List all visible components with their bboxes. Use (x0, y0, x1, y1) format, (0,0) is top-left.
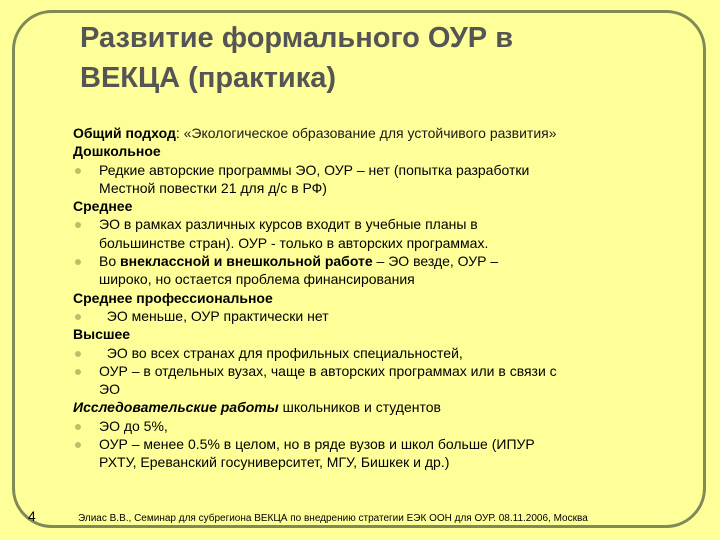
list-item (73, 344, 683, 362)
list-item (73, 252, 683, 289)
section-heading-secondary: Среднее (73, 198, 133, 215)
bullet-icon (75, 369, 81, 375)
section-heading-research (73, 398, 683, 416)
list-item (73, 362, 683, 399)
bullet-icon (75, 424, 81, 430)
list-item (73, 215, 683, 252)
bullet-text-cont: РХТУ, Ереванский госуниверситет, МГУ, Бишкек и др.) (99, 454, 450, 471)
bullet-text: ЭО во всех странах для профильных специальностей, (99, 344, 463, 361)
intro-label: Общий подход (73, 125, 176, 141)
bullet-icon (75, 168, 81, 174)
footer-citation: Элиас В.В., Семинар для субрегиона ВЕКЦА по внедрению стратегии ЕЭК ООН для ОУР. 08.11.2006, Москва (78, 513, 588, 524)
bullet-text-bold: внеклассной и внешкольной работе (120, 253, 373, 270)
section-heading-research-bold: Исследовательские работы (73, 399, 279, 416)
slide-body (73, 124, 683, 472)
title-line-1: Развитие формального ОУР в (80, 22, 514, 54)
bullet-text: ОУР – менее 0.5% в целом, но в ряде вузов и школ больше (ИПУР (99, 436, 535, 453)
bullet-icon (75, 314, 81, 320)
bullet-text: Редкие авторские программы ЭО, ОУР – нет (попытка разработки (99, 161, 530, 178)
list-item (73, 435, 683, 472)
section-heading-vocational: Среднее профессиональное (73, 289, 273, 306)
slide-title (80, 18, 640, 98)
intro-text: «Экологическое образование для устойчивого развития» (183, 125, 557, 141)
bullet-text-cont: ЭО (99, 381, 120, 398)
bullet-text-post: – ЭО везде, ОУР – (372, 253, 499, 270)
bullet-text: ЭО меньше, ОУР практически нет (99, 307, 329, 324)
list-item (73, 307, 683, 325)
intro-colon: : (175, 125, 184, 141)
bullet-icon (75, 442, 81, 448)
bullet-text (99, 252, 683, 270)
section-heading-higher: Высшее (73, 326, 131, 343)
bullet-text: ОУР – в отдельных вузах, чаще в авторских программах или в связи с (99, 362, 557, 379)
bullet-text: ЭО в рамках различных курсов входит в учебные планы в (99, 216, 478, 233)
bullet-icon (75, 259, 81, 265)
bullet-icon (75, 222, 81, 228)
list-item (73, 161, 683, 198)
bullet-text-cont: Местной повестки 21 для д/с в РФ) (99, 179, 327, 196)
section-heading-research-rest: школьников и студентов (278, 399, 441, 416)
bullet-text: ЭО до 5%, (99, 417, 168, 434)
intro-line (73, 124, 683, 142)
bullet-text-pre: Во (99, 253, 121, 270)
bullet-icon (75, 351, 81, 357)
list-item (73, 417, 683, 435)
page-number: 4 (28, 508, 36, 524)
bullet-text-cont: большинстве стран). ОУР - только в авторских программах. (99, 234, 489, 251)
bullet-text-cont: широко, но остается проблема финансирования (99, 271, 415, 288)
title-line-2: ВЕКЦА (практика) (80, 62, 337, 94)
section-heading-preschool: Дошкольное (73, 143, 161, 160)
